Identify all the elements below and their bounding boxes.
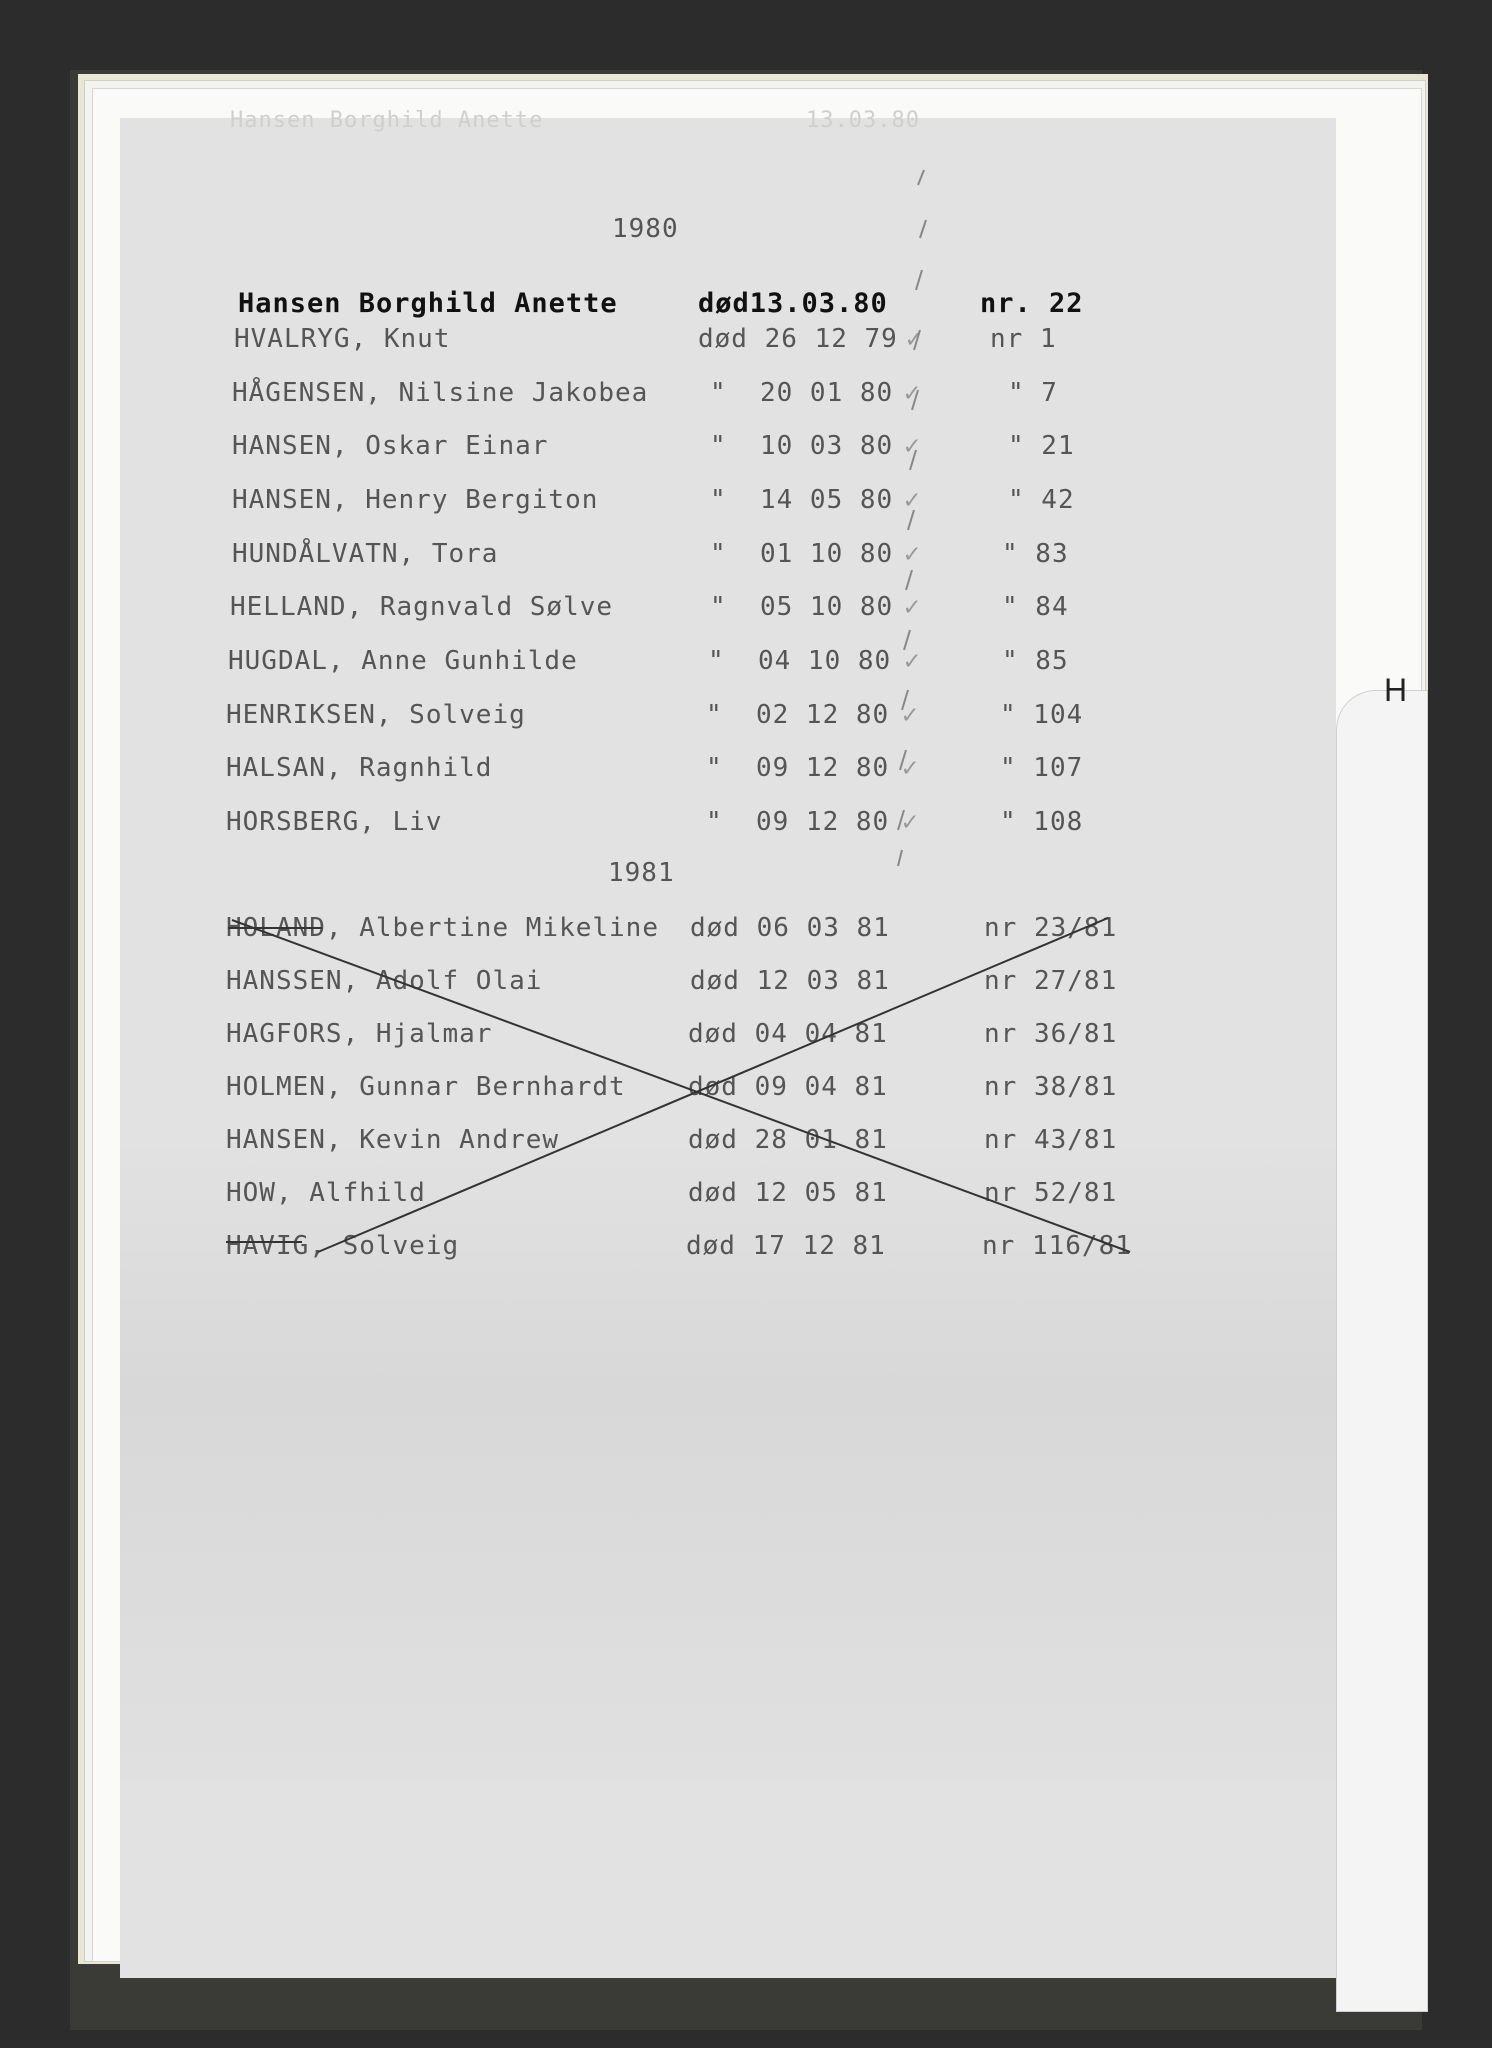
entry-nr: nr 36/81 [984,1019,1118,1049]
entry-nr: nr 38/81 [984,1072,1118,1102]
entry-nr: nr 52/81 [984,1178,1118,1208]
entry-death: død 04 04 81 [688,1019,888,1049]
entry-nr: " 7 [1008,378,1058,408]
entry-nr: nr 23/81 [984,913,1118,943]
entry-nr: " 42 [1008,485,1075,515]
entry-death: død 28 01 81 [688,1125,888,1155]
entry-death: " 10 03 80 [710,431,894,461]
entry-name: HAVIG, Solveig [226,1231,460,1261]
entry-nr: " 84 [1002,592,1069,622]
year-heading-1981: 1981 [608,858,675,888]
ghost-date: 13.03.80 [806,108,920,133]
year-heading-1980: 1980 [612,214,679,244]
featured-name: Hansen Borghild Anette [238,288,618,319]
entry-death: " 04 10 80 [708,646,892,676]
check-icon: ✓ [906,324,923,354]
check-icon: ✓ [904,378,921,408]
entry-name: HELLAND, Ragnvald Sølve [230,592,614,622]
entry-name: HANSSEN, Adolf Olai [226,966,543,996]
entry-nr: " 85 [1002,646,1069,676]
entry-name: HOLMEN, Gunnar Bernhardt [226,1072,626,1102]
entry-nr: " 107 [1000,753,1084,783]
entry-name: HOW, Alfhild [226,1178,426,1208]
cross-stroke [232,920,1130,1252]
entry-name: HALSAN, Ragnhild [226,753,493,783]
entry-name: HUGDAL, Anne Gunhilde [228,646,578,676]
check-icon: ✓ [902,753,919,783]
entry-nr: " 83 [1002,539,1069,569]
entry-name: HANSEN, Oskar Einar [232,431,549,461]
entry-nr: nr 1 [990,324,1057,354]
entry-death: " 20 01 80 [710,378,894,408]
entry-name: HOLAND, Albertine Mikeline [226,913,659,943]
entry-nr: nr 116/81 [982,1231,1132,1261]
featured-nr: nr. 22 [980,288,1084,319]
check-icon: ✓ [902,807,919,837]
entry-death: " 01 10 80 [710,539,894,569]
entry-death: " 02 12 80 [706,700,890,730]
featured-death: død13.03.80 [698,288,888,319]
ghost-name: Hansen Borghild Anette [230,108,544,133]
check-icon: ✓ [902,700,919,730]
entry-name: HANSEN, Henry Bergiton [232,485,599,515]
check-icon: ✓ [904,485,921,515]
entry-death: død 12 05 81 [688,1178,888,1208]
entry-nr: " 108 [1000,807,1084,837]
entry-death: død 12 03 81 [690,966,890,996]
entry-death: død 26 12 79 [698,324,898,354]
check-icon: ✓ [904,592,921,622]
entry-name: HVALRYG, Knut [234,324,451,354]
check-icon: ✓ [904,646,921,676]
check-icon: ✓ [904,431,921,461]
entry-nr: " 104 [1000,700,1084,730]
entry-name: HAGFORS, Hjalmar [226,1019,493,1049]
entry-nr: nr 43/81 [984,1125,1118,1155]
entry-death: død 06 03 81 [690,913,890,943]
entry-death: død 17 12 81 [686,1231,886,1261]
entry-death: " 14 05 80 [710,485,894,515]
entry-death: død 09 04 81 [688,1072,888,1102]
check-icon: ✓ [904,539,921,569]
entry-name: HENRIKSEN, Solveig [226,700,526,730]
entry-name: HORSBERG, Liv [226,807,443,837]
pencil-tick-trail [898,170,926,866]
entry-death: " 09 12 80 [706,753,890,783]
entry-nr: " 21 [1008,431,1075,461]
entry-death: " 05 10 80 [710,592,894,622]
entry-name: HÅGENSEN, Nilsine Jakobea [232,378,649,408]
index-tab-letter: H [1384,672,1408,708]
entry-death: " 09 12 80 [706,807,890,837]
entry-name: HUNDÅLVATN, Tora [232,539,499,569]
entry-nr: nr 27/81 [984,966,1118,996]
cross-stroke [318,918,1108,1252]
entry-name: HANSEN, Kevin Andrew [226,1125,560,1155]
